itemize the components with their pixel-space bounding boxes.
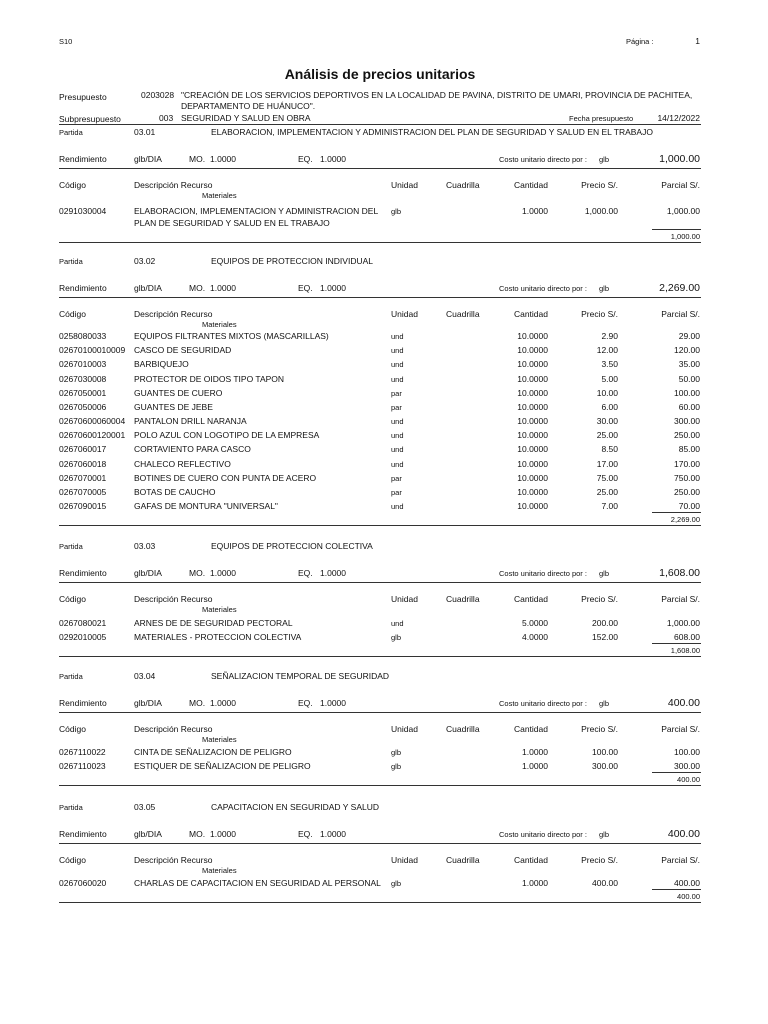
fecha-label: Fecha presupuesto: [569, 114, 634, 123]
item-cantidad: 1.0000: [522, 206, 548, 216]
col-parcial: Parcial S/.: [661, 180, 700, 190]
item-cantidad: 10.0000: [517, 444, 548, 454]
item-codigo: 0291030004: [59, 206, 107, 216]
item-unidad: und: [391, 445, 404, 454]
item-parcial: 1,000.00: [666, 206, 700, 216]
item-codigo: 0267050006: [59, 402, 107, 412]
item-precio: 75.00: [596, 473, 618, 483]
materiales-label: Materiales: [202, 191, 237, 200]
item-parcial: 250.00: [674, 487, 700, 497]
rendimiento-label: Rendimiento: [59, 829, 107, 839]
item-descripcion-line2: PLAN DE SEGURIDAD Y SALUD EN EL TRABAJO: [134, 218, 330, 228]
item-cantidad: 10.0000: [517, 331, 548, 341]
item-cantidad: 5.0000: [522, 618, 548, 628]
mo-label: MO.: [189, 283, 206, 293]
item-descripcion: GUANTES DE CUERO: [134, 388, 223, 398]
mo-value: 1.0000: [210, 698, 236, 708]
partida-code: 03.04: [134, 671, 156, 681]
item-descripcion: BOTINES DE CUERO CON PUNTA DE ACERO: [134, 473, 317, 483]
item-precio: 17.00: [596, 459, 618, 469]
item-descripcion: PANTALON DRILL NARANJA: [134, 416, 247, 426]
eq-value: 1.0000: [320, 154, 346, 164]
eq-value: 1.0000: [320, 829, 346, 839]
item-unidad: und: [391, 360, 404, 369]
page-title: Análisis de precios unitarios: [284, 66, 476, 82]
costo-unitario-label: Costo unitario directo por :: [499, 569, 587, 578]
item-parcial: 70.00: [678, 501, 700, 511]
partida-name: ELABORACION, IMPLEMENTACION Y ADMINISTRACION DEL PLAN DE SEGURIDAD Y SALUD EN EL TRABAJO: [211, 127, 653, 137]
col-parcial: Parcial S/.: [661, 855, 700, 865]
item-descripcion: ESTIQUER DE SEÑALIZACION DE PELIGRO: [134, 761, 311, 771]
col-precio: Precio S/.: [581, 855, 618, 865]
item-cantidad: 4.0000: [522, 632, 548, 642]
partida-total: 1,000.00: [670, 232, 700, 241]
item-codigo: 02670600060004: [59, 416, 126, 426]
subtotal-rule: [652, 772, 701, 773]
col-precio: Precio S/.: [581, 180, 618, 190]
item-cantidad: 10.0000: [517, 402, 548, 412]
item-parcial: 85.00: [678, 444, 700, 454]
item-precio: 3.50: [601, 359, 618, 369]
item-unidad: glb: [391, 207, 402, 216]
item-parcial: 120.00: [674, 345, 700, 355]
header-rule: [59, 124, 701, 125]
item-parcial: 1,000.00: [666, 618, 700, 628]
col-cantidad: Cantidad: [513, 180, 548, 190]
item-codigo: 0267060018: [59, 459, 107, 469]
rendimiento-label: Rendimiento: [59, 154, 107, 164]
item-descripcion: POLO AZUL CON LOGOTIPO DE LA EMPRESA: [134, 430, 320, 440]
item-codigo: 0267090015: [59, 501, 107, 511]
subpresupuesto-label: Subpresupuesto: [59, 114, 121, 124]
item-cantidad: 10.0000: [517, 374, 548, 384]
partida-name: CAPACITACION EN SEGURIDAD Y SALUD: [211, 802, 379, 812]
costo-unitario-unit: glb: [599, 699, 610, 708]
partida-label: Partida: [59, 128, 83, 137]
col-cantidad: Cantidad: [513, 855, 548, 865]
item-codigo: 0267050001: [59, 388, 107, 398]
col-descripcion: Descripción Recurso: [134, 180, 213, 190]
item-unidad: und: [391, 417, 404, 426]
item-codigo: 0267110023: [59, 761, 106, 771]
costo-unitario-label: Costo unitario directo por :: [499, 284, 587, 293]
item-cantidad: 10.0000: [517, 501, 548, 511]
partida-name: EQUIPOS DE PROTECCION COLECTIVA: [211, 541, 373, 551]
item-codigo: 0267060017: [59, 444, 107, 454]
rendimiento-unit: glb/DIA: [134, 154, 162, 164]
partida-code: 03.03: [134, 541, 156, 551]
item-descripcion: CASCO DE SEGURIDAD: [134, 345, 232, 355]
mo-value: 1.0000: [210, 829, 236, 839]
rendimiento-unit: glb/DIA: [134, 283, 162, 293]
mo-label: MO.: [189, 568, 206, 578]
item-parcial: 50.00: [678, 374, 700, 384]
col-unidad: Unidad: [391, 855, 418, 865]
partida-code: 03.05: [134, 802, 156, 812]
presupuesto-code: 0203028: [141, 90, 175, 100]
col-cuadrilla: Cuadrilla: [446, 309, 480, 319]
section-end-rule: [59, 656, 701, 657]
s10-label: S10: [59, 37, 73, 46]
costo-unitario-unit: glb: [599, 830, 610, 839]
item-precio: 10.00: [596, 388, 618, 398]
page-number: 1: [695, 36, 700, 46]
item-unidad: glb: [391, 748, 402, 757]
costo-unitario-unit: glb: [599, 155, 610, 164]
item-unidad: par: [391, 474, 402, 483]
col-descripcion: Descripción Recurso: [134, 855, 213, 865]
item-unidad: par: [391, 488, 402, 497]
rendimiento-unit: glb/DIA: [134, 568, 162, 578]
col-codigo: Código: [59, 309, 86, 319]
mo-label: MO.: [189, 154, 206, 164]
item-precio: 2.90: [601, 331, 618, 341]
item-descripcion: GUANTES DE JEBE: [134, 402, 213, 412]
item-parcial: 300.00: [674, 761, 700, 771]
rendimiento-label: Rendimiento: [59, 568, 107, 578]
col-parcial: Parcial S/.: [661, 724, 700, 734]
partida-name: EQUIPOS DE PROTECCION INDIVIDUAL: [211, 256, 373, 266]
col-parcial: Parcial S/.: [661, 594, 700, 604]
item-codigo: 0267010003: [59, 359, 107, 369]
item-codigo: 02670600120001: [59, 430, 126, 440]
item-parcial: 60.00: [678, 402, 700, 412]
col-codigo: Código: [59, 855, 86, 865]
item-descripcion: ELABORACION, IMPLEMENTACION Y ADMINISTRACION DEL: [134, 206, 379, 216]
presupuesto-label: Presupuesto: [59, 92, 107, 102]
subtotal-rule: [652, 643, 701, 644]
item-cantidad: 10.0000: [517, 487, 548, 497]
partida-total: 2,269.00: [670, 515, 700, 524]
item-descripcion: ARNES DE DE SEGURIDAD PECTORAL: [134, 618, 293, 628]
item-cantidad: 10.0000: [517, 359, 548, 369]
col-cantidad: Cantidad: [513, 594, 548, 604]
item-codigo: 0258080033: [59, 331, 107, 341]
materiales-label: Materiales: [202, 320, 237, 329]
materiales-label: Materiales: [202, 605, 237, 614]
item-codigo: 0267070005: [59, 487, 107, 497]
costo-unitario-value: 400.00: [667, 828, 700, 840]
item-cantidad: 10.0000: [517, 473, 548, 483]
partida-label: Partida: [59, 672, 83, 681]
rendimiento-rule: [59, 297, 701, 298]
col-codigo: Código: [59, 180, 86, 190]
page-label: Página :: [626, 37, 654, 46]
section-end-rule: [59, 785, 701, 786]
item-precio: 400.00: [592, 878, 618, 888]
item-descripcion: EQUIPOS FILTRANTES MIXTOS (MASCARILLAS): [134, 331, 329, 341]
item-unidad: glb: [391, 879, 402, 888]
col-precio: Precio S/.: [581, 724, 618, 734]
item-unidad: und: [391, 332, 404, 341]
item-descripcion: CINTA DE SEÑALIZACION DE PELIGRO: [134, 747, 292, 757]
col-unidad: Unidad: [391, 180, 418, 190]
item-precio: 30.00: [596, 416, 618, 426]
item-parcial: 608.00: [674, 632, 700, 642]
item-precio: 5.00: [601, 374, 618, 384]
col-cuadrilla: Cuadrilla: [446, 855, 480, 865]
item-precio: 7.00: [601, 501, 618, 511]
item-unidad: glb: [391, 762, 402, 771]
item-unidad: par: [391, 389, 402, 398]
item-descripcion: CHARLAS DE CAPACITACION EN SEGURIDAD AL PERSONAL: [134, 878, 381, 888]
item-precio: 12.00: [596, 345, 618, 355]
item-precio: 152.00: [592, 632, 618, 642]
eq-label: EQ.: [298, 283, 313, 293]
rendimiento-rule: [59, 168, 701, 169]
item-precio: 6.00: [601, 402, 618, 412]
costo-unitario-label: Costo unitario directo por :: [499, 155, 587, 164]
item-descripcion: BARBIQUEJO: [134, 359, 189, 369]
mo-label: MO.: [189, 698, 206, 708]
subtotal-rule: [652, 512, 701, 513]
item-unidad: par: [391, 403, 402, 412]
partida-label: Partida: [59, 257, 83, 266]
item-parcial: 250.00: [674, 430, 700, 440]
fecha-value: 14/12/2022: [657, 113, 700, 123]
costo-unitario-value: 1,608.00: [659, 567, 700, 579]
materiales-label: Materiales: [202, 866, 237, 875]
col-precio: Precio S/.: [581, 594, 618, 604]
item-cantidad: 10.0000: [517, 430, 548, 440]
eq-label: EQ.: [298, 154, 313, 164]
rendimiento-unit: glb/DIA: [134, 829, 162, 839]
partida-code: 03.02: [134, 256, 156, 266]
item-unidad: und: [391, 346, 404, 355]
col-codigo: Código: [59, 594, 86, 604]
costo-unitario-value: 1,000.00: [659, 153, 700, 165]
subpresupuesto-code: 003: [159, 113, 174, 123]
presupuesto-description-line2: DEPARTAMENTO DE HUÁNUCO".: [181, 101, 316, 111]
eq-label: EQ.: [298, 568, 313, 578]
col-unidad: Unidad: [391, 724, 418, 734]
item-unidad: und: [391, 619, 404, 628]
item-parcial: 750.00: [674, 473, 700, 483]
costo-unitario-label: Costo unitario directo por :: [499, 699, 587, 708]
rendimiento-rule: [59, 712, 701, 713]
col-descripcion: Descripción Recurso: [134, 594, 213, 604]
item-codigo: 0267030008: [59, 374, 107, 384]
item-parcial: 100.00: [674, 388, 700, 398]
eq-value: 1.0000: [320, 283, 346, 293]
item-precio: 25.00: [596, 430, 618, 440]
item-precio: 8.50: [601, 444, 618, 454]
rendimiento-rule: [59, 843, 701, 844]
partida-total: 400.00: [677, 775, 700, 784]
presupuesto-description: "CREACIÓN DE LOS SERVICIOS DEPORTIVOS EN LA LOCALIDAD DE PAVINA, DISTRITO DE UMARI, PROVINCIA DE PACHITEA,: [181, 90, 693, 100]
partida-name: SEÑALIZACION TEMPORAL DE SEGURIDAD: [211, 671, 390, 681]
costo-unitario-unit: glb: [599, 569, 610, 578]
item-unidad: und: [391, 431, 404, 440]
col-cuadrilla: Cuadrilla: [446, 594, 480, 604]
item-descripcion: GAFAS DE MONTURA "UNIVERSAL": [134, 501, 278, 511]
subpresupuesto-description: SEGURIDAD Y SALUD EN OBRA: [181, 113, 311, 123]
item-cantidad: 10.0000: [517, 459, 548, 469]
item-unidad: und: [391, 375, 404, 384]
rendimiento-rule: [59, 582, 701, 583]
eq-value: 1.0000: [320, 568, 346, 578]
item-cantidad: 10.0000: [517, 388, 548, 398]
eq-value: 1.0000: [320, 698, 346, 708]
item-cantidad: 1.0000: [522, 878, 548, 888]
col-cuadrilla: Cuadrilla: [446, 724, 480, 734]
eq-label: EQ.: [298, 698, 313, 708]
col-cantidad: Cantidad: [513, 724, 548, 734]
item-parcial: 35.00: [678, 359, 700, 369]
partida-label: Partida: [59, 803, 83, 812]
mo-value: 1.0000: [210, 154, 236, 164]
item-precio: 200.00: [592, 618, 618, 628]
item-parcial: 170.00: [674, 459, 700, 469]
col-parcial: Parcial S/.: [661, 309, 700, 319]
rendimiento-label: Rendimiento: [59, 283, 107, 293]
costo-unitario-label: Costo unitario directo por :: [499, 830, 587, 839]
item-codigo: 0267070001: [59, 473, 107, 483]
partida-label: Partida: [59, 542, 83, 551]
item-codigo: 0267080021: [59, 618, 107, 628]
partida-total: 400.00: [677, 892, 700, 901]
item-codigo: 0267060020: [59, 878, 107, 888]
section-end-rule: [59, 525, 701, 526]
item-descripcion: PROTECTOR DE OIDOS TIPO TAPON: [134, 374, 285, 384]
item-parcial: 100.00: [674, 747, 700, 757]
item-parcial: 300.00: [674, 416, 700, 426]
costo-unitario-value: 400.00: [667, 697, 700, 709]
item-descripcion: CORTAVIENTO PARA CASCO: [134, 444, 251, 454]
item-descripcion: BOTAS DE CAUCHO: [134, 487, 216, 497]
costo-unitario-unit: glb: [599, 284, 610, 293]
partida-total: 1,608.00: [670, 646, 700, 655]
item-precio: 300.00: [592, 761, 618, 771]
col-cuadrilla: Cuadrilla: [446, 180, 480, 190]
item-codigo: 0292010005: [59, 632, 107, 642]
item-cantidad: 1.0000: [522, 761, 548, 771]
col-descripcion: Descripción Recurso: [134, 724, 213, 734]
item-cantidad: 10.0000: [517, 416, 548, 426]
item-parcial: 400.00: [674, 878, 700, 888]
rendimiento-unit: glb/DIA: [134, 698, 162, 708]
materiales-label: Materiales: [202, 735, 237, 744]
eq-label: EQ.: [298, 829, 313, 839]
subtotal-rule: [652, 889, 701, 890]
item-unidad: glb: [391, 633, 402, 642]
rendimiento-label: Rendimiento: [59, 698, 107, 708]
mo-value: 1.0000: [210, 283, 236, 293]
item-parcial: 29.00: [678, 331, 700, 341]
item-precio: 1,000.00: [584, 206, 618, 216]
item-cantidad: 10.0000: [517, 345, 548, 355]
item-cantidad: 1.0000: [522, 747, 548, 757]
col-unidad: Unidad: [391, 309, 418, 319]
subtotal-rule: [652, 229, 701, 230]
section-end-rule: [59, 902, 701, 903]
partida-code: 03.01: [134, 127, 156, 137]
item-precio: 100.00: [592, 747, 618, 757]
item-unidad: und: [391, 460, 404, 469]
item-descripcion: MATERIALES - PROTECCION COLECTIVA: [134, 632, 302, 642]
col-precio: Precio S/.: [581, 309, 618, 319]
mo-label: MO.: [189, 829, 206, 839]
col-descripcion: Descripción Recurso: [134, 309, 213, 319]
section-end-rule: [59, 242, 701, 243]
item-unidad: und: [391, 502, 404, 511]
item-precio: 25.00: [596, 487, 618, 497]
item-codigo: 0267110022: [59, 747, 106, 757]
col-codigo: Código: [59, 724, 86, 734]
col-unidad: Unidad: [391, 594, 418, 604]
mo-value: 1.0000: [210, 568, 236, 578]
costo-unitario-value: 2,269.00: [659, 282, 700, 294]
item-descripcion: CHALECO REFLECTIVO: [134, 459, 231, 469]
col-cantidad: Cantidad: [513, 309, 548, 319]
item-codigo: 02670100010009: [59, 345, 126, 355]
